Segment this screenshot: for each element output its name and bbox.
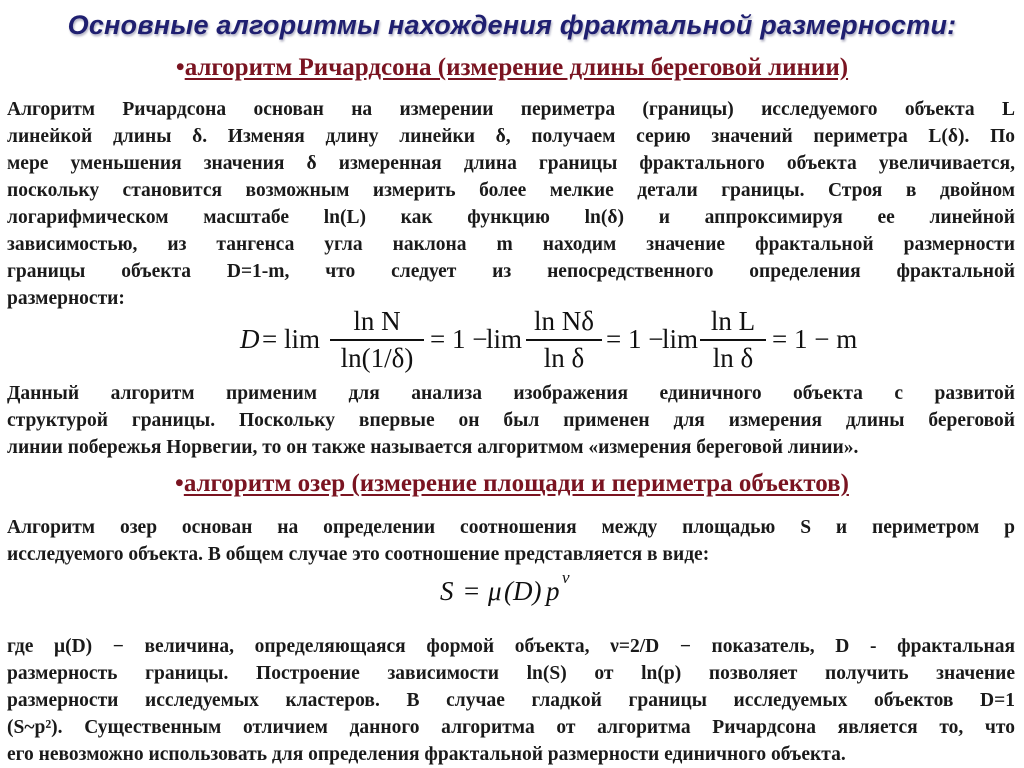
section-heading-text: алгоритм Ричардсона (измерение длины береговой линии) — [184, 54, 849, 81]
formula-arg: (D) — [504, 576, 542, 606]
formula-lhs: D — [240, 324, 260, 354]
paragraph-applicability — [7, 380, 1015, 461]
formula-lakes — [440, 570, 600, 620]
fraction-3 — [700, 306, 766, 374]
text-line: линии побережья Норвегии, то он также называется алгоритмом «измерения береговой линии». — [7, 437, 859, 458]
formula-mid: = 1 − — [606, 324, 664, 354]
text-line: зависимостью, из тангенса угла наклона m находим значение фрактальной размерности — [7, 234, 1015, 255]
fraction-denominator: ln(1/δ) — [340, 342, 414, 373]
formula-richardson — [240, 306, 860, 378]
text-line: Алгоритм озер основан на определении соотношения между площадью S и периметром p — [7, 517, 1015, 538]
paragraph-lakes-details — [7, 633, 1015, 768]
page-title: Основные алгоритмы нахождения фрактальной размерности: — [67, 10, 957, 40]
formula-eq: = — [464, 576, 480, 606]
fraction-denominator: ln δ — [712, 342, 754, 373]
text-line: его невозможно использовать для определения фрактальной размерности единичного объекта. — [7, 744, 846, 765]
text-line: Алгоритм Ричардсона основан на измерении периметра (границы) исследуемого объекта L — [7, 99, 1015, 120]
paragraph-lakes — [7, 514, 1015, 568]
fraction-2 — [526, 306, 602, 374]
text-line: Данный алгоритм применим для анализа изображения единичного объекта с развитой — [7, 383, 1015, 404]
text-line: размерности: — [7, 288, 125, 309]
bullet: • — [175, 470, 184, 497]
formula-p: p — [546, 576, 560, 606]
formula-exponent: ν — [562, 568, 570, 587]
text-line: (S~p²). Существенным отличием данного алгоритма от алгоритма Ричардсона является то, что — [7, 717, 1015, 738]
text-line: структурой границы. Поскольку впервые он был применен для измерения длины береговой — [7, 410, 1015, 431]
fraction-numerator: ln N — [353, 306, 401, 336]
formula-end: = 1 − m — [772, 324, 858, 354]
text-line: размерности исследуемых кластеров. В случае гладкой границы исследуемых объектов D=1 — [7, 690, 1015, 711]
formula-lim: lim — [662, 324, 699, 354]
text-line: линейкой длины δ. Изменяя длину линейки δ, получаем серию значений периметра L(δ). По — [7, 126, 1015, 147]
fraction-1 — [330, 306, 424, 374]
text-line: границы объекта D=1-m, что следует из непосредственного определения фрактальной — [7, 261, 1015, 282]
formula-mid: = 1 − — [430, 324, 488, 354]
section-heading-lakes — [0, 470, 1024, 498]
bullet: • — [175, 54, 185, 81]
fraction-bar — [526, 339, 602, 341]
text-line: логарифмическом масштабе ln(L) как функцию ln(δ) и аппроксимируя ее линейной — [7, 207, 1015, 228]
paragraph-richardson — [7, 96, 1015, 312]
section-heading-richardson — [0, 54, 1024, 82]
formula-lim: lim — [284, 324, 321, 354]
text-line: где μ(D) − величина, определяющаяся формой объекта, ν=2/D − показатель, D - фрактальная — [7, 636, 1015, 657]
text-line: исследуемого объекта. В общем случае это соотношение представляется в виде: — [7, 544, 710, 565]
fraction-numerator: ln L — [710, 306, 756, 336]
section-heading-text: алгоритм озер (измерение площади и периметра объектов) — [183, 470, 849, 497]
fraction-numerator: ln Nδ — [534, 306, 594, 336]
fraction-bar — [330, 339, 424, 341]
fraction-denominator: ln δ — [543, 342, 585, 373]
text-line: размерность границы. Построение зависимости ln(S) от ln(p) позволяет получить значение — [7, 663, 1015, 684]
fraction-bar — [700, 339, 766, 341]
text-line: поскольку становится возможным измерить более мелкие детали границы. Строя в двойном — [7, 180, 1015, 201]
formula-eq: = — [262, 324, 278, 354]
formula-lhs: S — [440, 576, 454, 606]
formula-mu: μ — [488, 576, 502, 606]
formula-lim: lim — [486, 324, 523, 354]
text-line: мере уменьшения значения δ измеренная длина границы фрактального объекта увеличивается, — [7, 153, 1015, 174]
